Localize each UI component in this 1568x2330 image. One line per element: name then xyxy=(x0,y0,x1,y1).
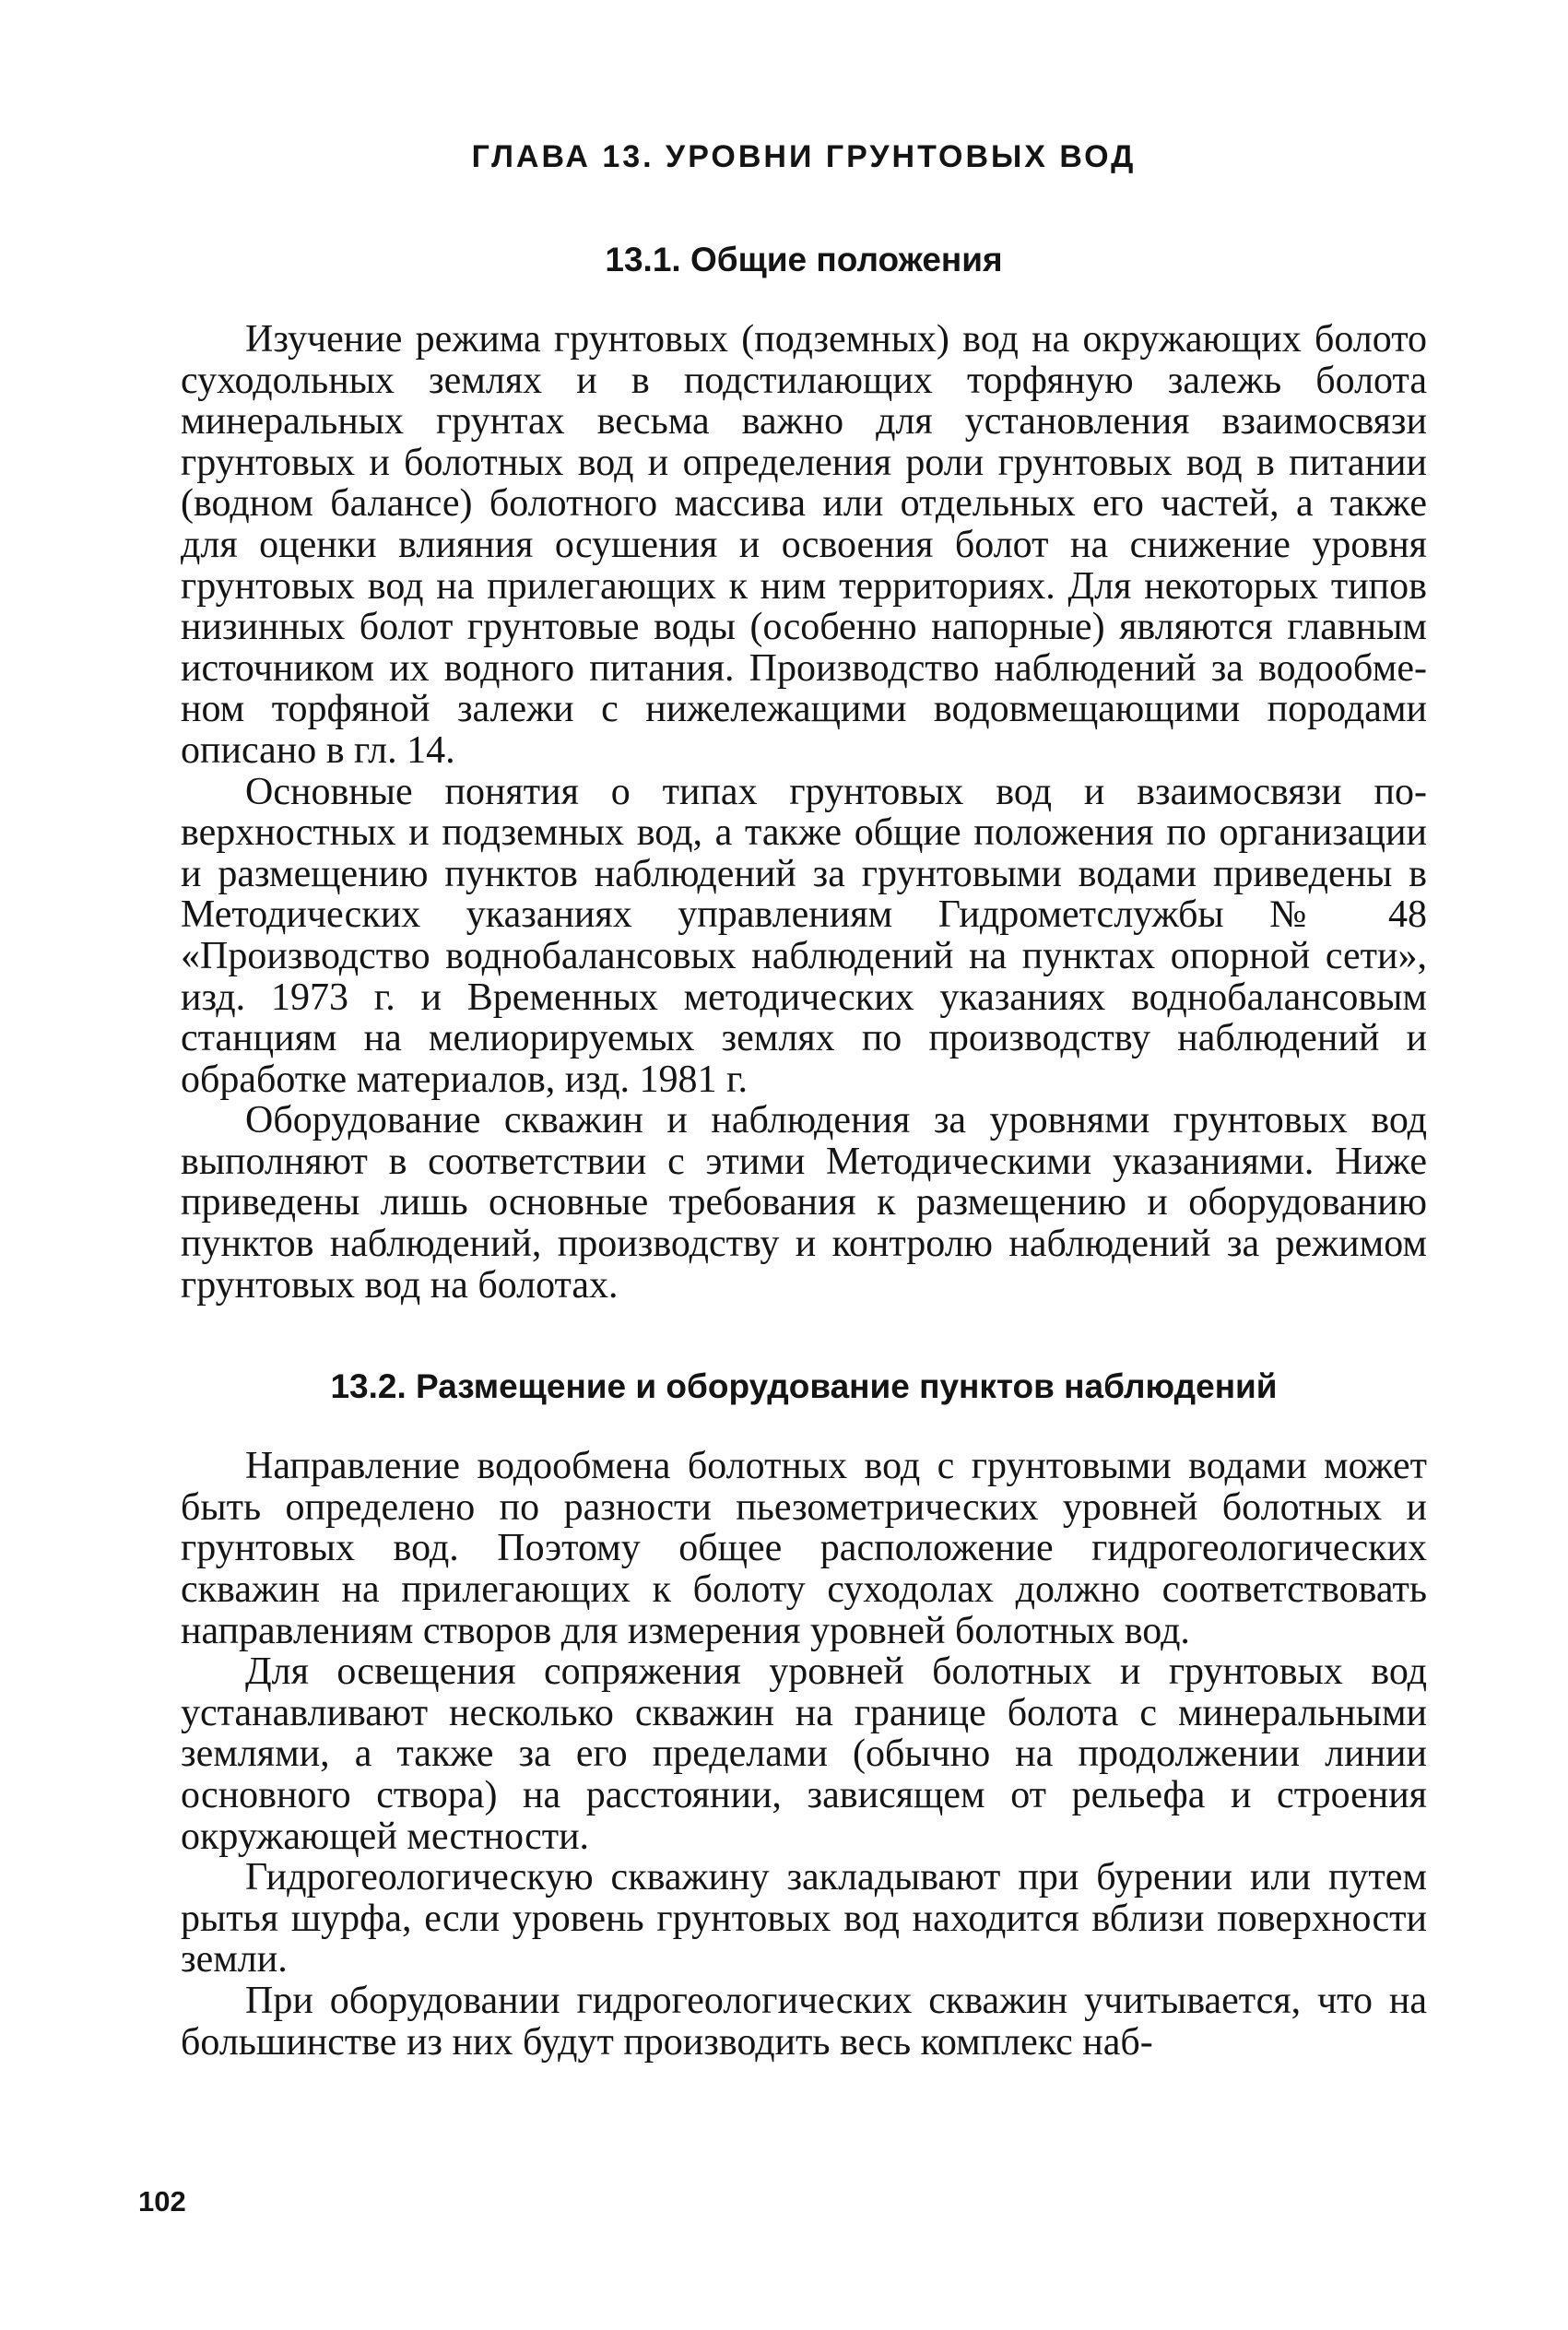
section-title-13-2: 13.2. Размещение и оборудование пунктов наблюдений xyxy=(330,1367,1278,1406)
section-title-13-1: 13.1. Общие положения xyxy=(605,241,1003,278)
paragraph-13-1-2: Основные понятия о типах грунтовых вод и взаимосвязи поверхностных и подземных вод, а также общие положения по организации и размещению пунктов наблюдений за грунтовыми водами приведены в Методических указаниях управлениям Гидрометслужбы № 48 «Производство воднобалансовых наблюдений на пунктах опорной сети», изд. 1973 г. и Временных методических указаниях воднобалансовым станциям на мелиорируемых землях по производству наблюдений и обработке материалов, изд. 1981 г. xyxy=(181,770,1427,1101)
paragraph-13-2-4: При оборудовании гидрогеологических скважин учитывается, что на большинстве из них будут производить весь комплекс наб- xyxy=(181,1979,1427,2064)
paragraph-13-2-2: Для освещения сопряжения уровней болотных и грунтовых вод устанавливают несколько скважин на границе болота с минеральными землями, а также за его пределами (обычно на продолжении линии основного створа) на расстоянии, зависящем от рельефа и строения окружающей местности. xyxy=(181,1650,1427,1858)
document-page xyxy=(181,120,1427,2063)
page-number: 102 xyxy=(138,2185,186,2218)
paragraph-13-2-1: Направление водообмена болотных вод с грунтовыми водами может быть определено по разности пьезометрических уровней болотных и грунтовых вод. Поэтому общее расположение гидрогеологических скважин на прилегающих к болоту суходолах должно соответствовать направлениям створов для измерения уровней болотных вод. xyxy=(181,1445,1427,1652)
paragraph-13-2-3: Гидрогеологическую скважину закладывают при бурении или путем рытья шурфа, если уровень грунтовых вод находится вблизи поверхности земли. xyxy=(181,1856,1427,1981)
paragraph-13-1-3: Оборудование скважин и наблюдения за уровнями грунтовых вод выполняют в соответствии с этими Методическими указаниями. Ниже приведены лишь основные требования к размещению и оборудованию пунктов наблюдений, производству и контролю наблюдений за режимом грунтовых вод на болотах. xyxy=(181,1099,1427,1307)
chapter-title: ГЛАВА 13. УРОВНИ ГРУНТОВЫХ ВОД xyxy=(471,139,1137,174)
paragraph-13-1-1: Изучение режима грунтовых (подземных) вод на окружающих болото суходольных землях и в подстилающих торфяную залежь болота минеральных грунтах весьма важно для установления взаимосвязи грунтовых и болотных вод и определения роли грунтовых вод в питании (водном балансе) болотного массива или отдельных его частей, а также для оценки влияния осушения и освоения болот на снижение уровня грунтовых вод на прилегающих к ним территориях. Для некоторых типов низинных болот грунтовые воды (особенно напорные) являются главным источником их водного питания. Производство наблюдений за водообменом торфяной залежи с нижележащими водовмещающими породами описано в гл. 14. xyxy=(181,318,1427,772)
